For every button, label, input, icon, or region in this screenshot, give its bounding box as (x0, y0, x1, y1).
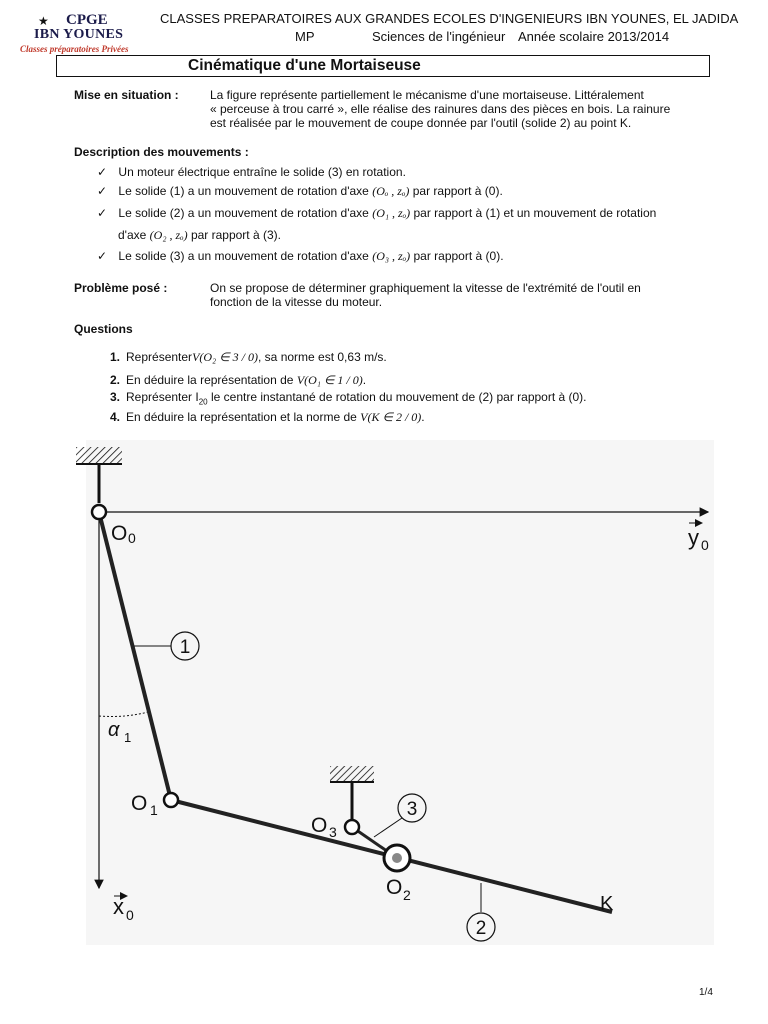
question-3-number: 3. (110, 390, 121, 404)
movement-1-text: Un moteur électrique entraîne le solide (3) en rotation. (118, 165, 406, 179)
page-title: Cinématique d'une Mortaiseuse (188, 57, 421, 74)
situation-line-3: est réalisée par le mouvement de coupe donnée par l'outil (solide 2) au point K. (210, 116, 632, 130)
question-2-text-a: En déduire la représentation de (126, 373, 294, 387)
probleme-line-1: On se propose de déterminer graphiquement la vitesse de l'extrémité de l'outil en (210, 281, 641, 295)
label-k: K (600, 893, 614, 915)
part-1-number: 1 (179, 637, 191, 658)
label-y0: y (688, 525, 699, 550)
question-1-vector: V(O₂ ∈ 3 / 0) (192, 350, 259, 364)
header-school: CLASSES PREPARATOIRES AUX GRANDES ECOLES D'INGENIEURS IBN YOUNES, EL JADIDA (160, 11, 739, 26)
check-icon: ✓ (97, 206, 108, 220)
page-number: 1/4 (699, 987, 713, 998)
header-subject: Sciences de l'ingénieur (372, 29, 506, 44)
label-o1: O (131, 792, 148, 815)
label-alpha: α (108, 719, 120, 741)
label-y0-sub: 0 (701, 537, 709, 553)
situation-line-2: « perceuse à trou carré », elle réalise des rainures dans des pièces en bois. La rainure (210, 102, 671, 116)
question-4-text-b: . (421, 410, 425, 424)
label-o0: O (111, 522, 128, 545)
questions-label: Questions (74, 322, 133, 336)
check-icon: ✓ (97, 165, 108, 179)
logo-line1: CPGE (66, 12, 108, 28)
movement-3-text-c: d'axe (118, 228, 147, 242)
pivot-o2-inner (392, 853, 402, 863)
situation-line-1: La figure représente partiellement le mécanisme d'une mortaiseuse. Littéralement (210, 88, 644, 102)
pivot-o3 (345, 820, 359, 834)
part-2-number: 2 (475, 918, 487, 939)
movement-4-text-a: Le solide (3) a un mouvement de rotation d'axe (118, 249, 369, 263)
question-3-text-b: le centre instantané de rotation du mouvement de (2) par rapport à (0). (210, 390, 587, 404)
question-1-text-b: , sa norme est 0,63 m/s. (258, 350, 387, 364)
question-1-number: 1. (110, 350, 121, 364)
header-filiere: MP (295, 29, 315, 44)
ground-o3-hatch (330, 766, 374, 782)
logo-star-icon: ★ (38, 14, 49, 28)
question-2-vector: V(O₁ ∈ 1 / 0) (296, 373, 363, 387)
question-1-text-a: Représenter (126, 350, 193, 364)
question-2-text-b: . (362, 373, 367, 387)
movement-2-text-a: Le solide (1) a un mouvement de rotation d'axe (118, 184, 369, 198)
movement-3-text-b: par rapport à (1) et un mouvement de rotation (413, 206, 657, 220)
question-3-text-a: Représenter I (126, 390, 199, 404)
movements-label: Description des mouvements : (74, 145, 249, 159)
check-icon: ✓ (97, 184, 108, 198)
header-year: Année scolaire 2013/2014 (518, 29, 670, 44)
label-alpha-sub: 1 (124, 730, 132, 745)
probleme-label: Problème posé : (74, 281, 168, 295)
check-icon: ✓ (97, 249, 108, 263)
label-o2-sub: 2 (403, 887, 411, 903)
situation-label: Mise en situation : (74, 88, 179, 102)
label-x0-sub: 0 (126, 907, 134, 923)
probleme-line-2: fonction de la vitesse du moteur. (210, 295, 383, 309)
label-o3: O (311, 814, 328, 837)
label-o1-sub: 1 (150, 802, 158, 818)
movement-3-text-a: Le solide (2) a un mouvement de rotation d'axe (118, 206, 369, 220)
question-4-text-a: En déduire la représentation et la norme de (126, 410, 357, 424)
question-3-sub: 20 (198, 397, 208, 407)
movement-3-axis-2: (O₂ , zₒ) (149, 228, 188, 242)
question-4-number: 4. (110, 410, 121, 424)
movement-2-axis: (Oₒ , zₒ) (372, 184, 410, 198)
part-3-number: 3 (406, 799, 418, 820)
logo-line2: IBN YOUNES (34, 27, 124, 42)
question-4-vector: V(K ∈ 2 / 0) (360, 410, 422, 424)
question-2-number: 2. (110, 373, 121, 387)
movement-3-text-d: par rapport à (3). (190, 228, 281, 242)
label-x0: x (113, 894, 124, 919)
logo-tagline: Classes préparatoires Privées (20, 44, 129, 54)
movement-2-text-b: par rapport à (0). (412, 184, 503, 198)
label-o0-sub: 0 (128, 530, 136, 546)
movement-4-axis: (O₃ , zₒ) (372, 249, 411, 263)
pivot-o1 (164, 793, 178, 807)
movement-3-axis: (O₁ , zₒ) (372, 206, 411, 220)
ground-o0-hatch (76, 447, 122, 464)
pivot-o0 (92, 505, 106, 519)
movement-4-text-b: par rapport à (0). (413, 249, 504, 263)
label-o3-sub: 3 (329, 824, 337, 840)
label-o2: O (386, 876, 403, 899)
